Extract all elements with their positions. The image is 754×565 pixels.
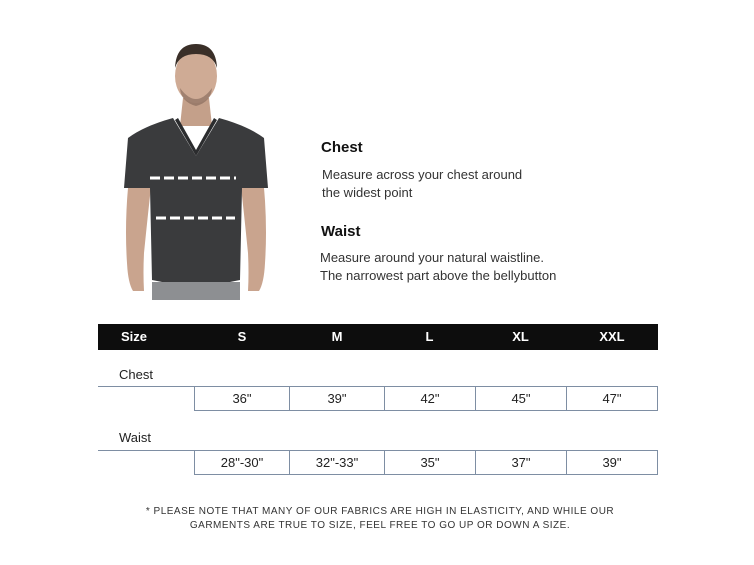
chest-cell-xl: 45" <box>475 386 567 411</box>
chest-description-line: Measure across your chest around <box>322 167 523 182</box>
size-s-header: S <box>237 329 247 344</box>
chest-cell-m: 39" <box>289 386 385 411</box>
sizing-note <box>110 505 650 533</box>
waist-description-line: Measure around your natural waistline. <box>320 250 545 265</box>
chest-heading: Chest <box>321 139 363 156</box>
waist-cell-l: 35" <box>384 450 476 475</box>
model-illustration <box>118 38 274 300</box>
waist-cell-xl: 37" <box>475 450 567 475</box>
waist-row <box>194 450 658 475</box>
waist-description <box>320 249 556 285</box>
size-m-header: M <box>331 329 343 344</box>
waist-heading: Waist <box>321 223 361 240</box>
waist-cell-xxl: 39" <box>566 450 658 475</box>
size-xl-header: XL <box>512 329 529 344</box>
chest-row <box>194 386 658 411</box>
chest-row-label: Chest <box>119 367 153 382</box>
waist-row-label: Waist <box>119 430 152 445</box>
size-table-header <box>98 324 658 350</box>
sizing-note-line: * PLEASE NOTE THAT MANY OF OUR FABRICS ARE HIGH IN ELASTICITY, AND WHILE OUR <box>145 506 615 517</box>
row-divider <box>98 450 194 451</box>
chest-description <box>322 166 522 202</box>
chest-cell-xxl: 47" <box>566 386 658 411</box>
chest-cell-s: 36" <box>194 386 290 411</box>
size-column-label: Size <box>120 329 147 344</box>
sizing-note-line: GARMENTS ARE TRUE TO SIZE, FEEL FREE TO GO UP OR DOWN A SIZE. <box>189 520 571 531</box>
chest-description-line: the widest point <box>322 185 413 200</box>
size-xxl-header: XXL <box>599 329 625 344</box>
row-divider <box>98 386 194 387</box>
chest-cell-l: 42" <box>384 386 476 411</box>
waist-cell-m: 32"-33" <box>289 450 385 475</box>
size-l-header: L <box>425 329 434 344</box>
waist-description-line: The narrowest part above the bellybutton <box>320 268 557 283</box>
waist-cell-s: 28"-30" <box>194 450 290 475</box>
